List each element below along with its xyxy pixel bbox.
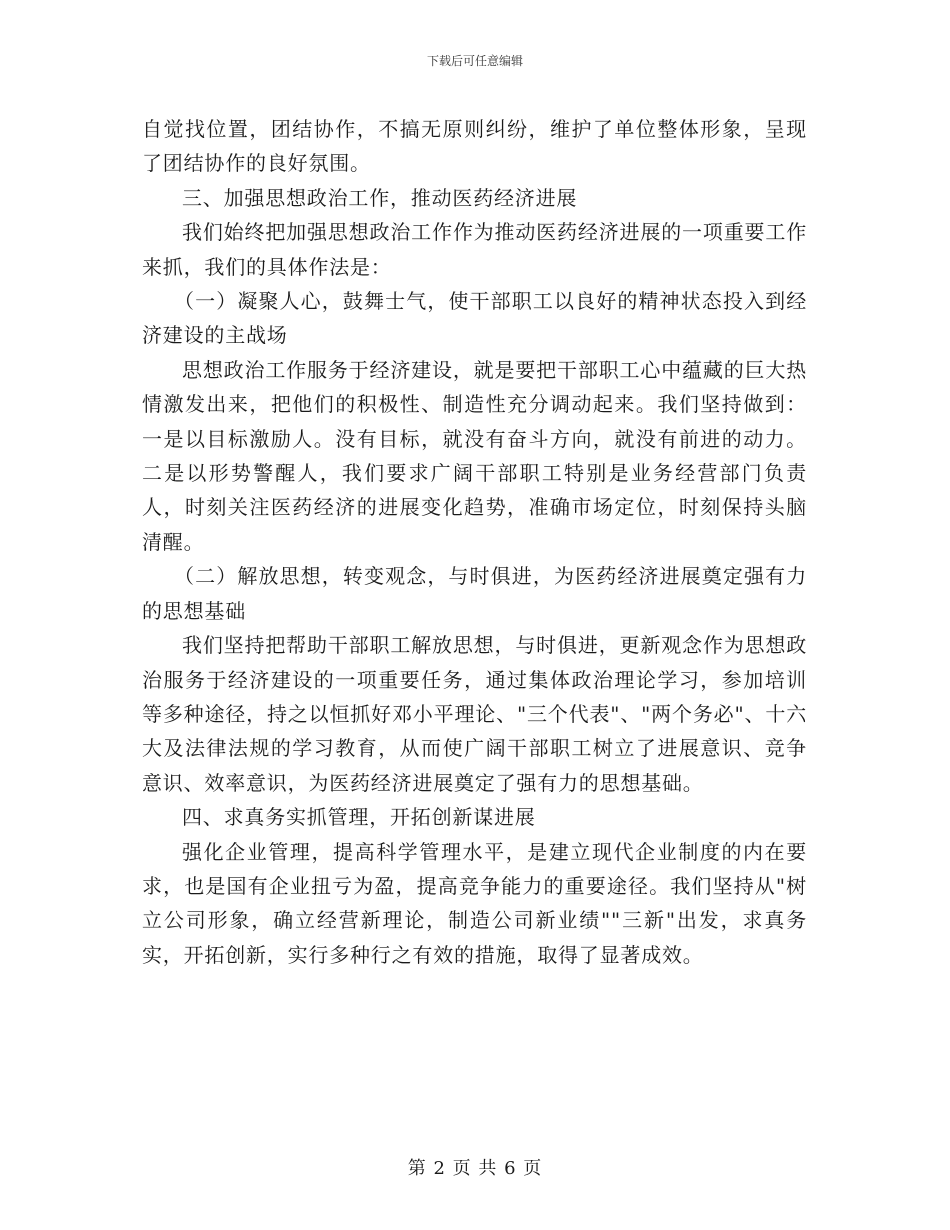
subsection-heading-2: （二）解放思想，转变观念，与时俱进，为医药经济进展奠定强有力的思想基础 [142,564,807,623]
document-body [142,112,807,972]
paragraph-body: 思想政治工作服务于经济建设，就是要把干部职工心中蕴藏的巨大热情激发出来，把他们的积极性、制造性充分调动起来。我们坚持做到：一是以目标激励人。没有目标，就没有奋斗方向，就没有前进的动力。二是以形势警醒人，我们要求广阔干部职工特别是业务经营部门负责人，时刻关注医药经济的进展变化趋势，准确市场定位，时刻保持头脑清醒。 [142,357,807,554]
section-heading-4: 四、求真务实抓管理，开拓创新谋进展 [182,805,536,830]
paragraph-intro: 我们始终把加强思想政治工作作为推动医药经济进展的一项重要工作来抓，我们的具体作法是： [142,220,807,279]
paragraph-continuation: 自觉找位置，团结协作，不搞无原则纠纷，维护了单位整体形象，呈现了团结协作的良好氛围。 [142,117,807,176]
paragraph-body: 我们坚持把帮助干部职工解放思想，与时俱进，更新观念作为思想政治服务于经济建设的一项重要任务，通过集体政治理论学习，参加培训等多种途径，持之以恒抓好邓小平理论、"三个代表"、"两个务必"、十六大及法律法规的学习教育，从而使广阔干部职工树立了进展意识、竞争意识、效率意识，为医药经济进展奠定了强有力的思想基础。 [142,633,807,795]
section-heading-3: 三、加强思想政治工作，推动医药经济进展 [182,185,578,210]
page-header: 下载后可任意编辑 [426,54,523,68]
subsection-heading-1: （一）凝聚人心，鼓舞士气，使干部职工以良好的精神状态投入到经济建设的主战场 [142,289,807,348]
page-number: 第 2 页 共 6 页 [407,1158,543,1179]
paragraph-body: 强化企业管理，提高科学管理水平，是建立现代企业制度的内在要求，也是国有企业扭亏为盈，提高竞争能力的重要途径。我们坚持从"树立公司形象，确立经营新理论，制造公司新业绩""三新"出发，求真务实，开拓创新，实行多种行之有效的措施，取得了显著成效。 [142,839,807,967]
